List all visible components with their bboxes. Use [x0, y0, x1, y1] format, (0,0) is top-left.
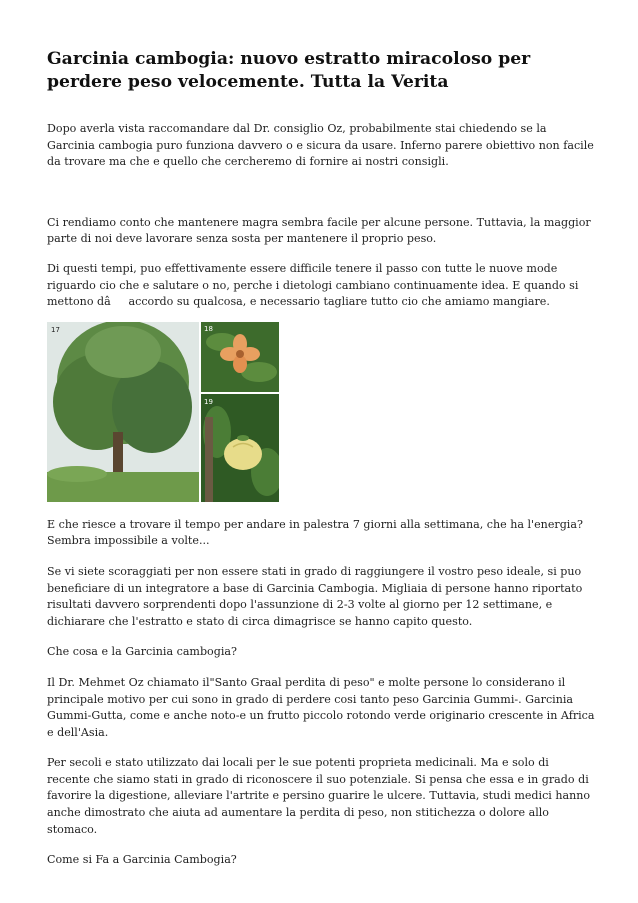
- paragraph-intro: Dopo averla vista raccomandare dal Dr. consiglio Oz, probabilmente stai chiedendo se la Garcinia cambogia puro funziona davvero o e sicura da usare. Inferno parere obiettivo non facile da trovare ma che e quello che cercheremo di fornire ai nostri consigli.: [47, 122, 594, 169]
- panel-label-top-right: 18: [204, 324, 213, 333]
- document-page: [47, 48, 595, 869]
- heading-how-to: Come si Fa a Garcinia Cambogia?: [47, 853, 237, 867]
- paragraph-supplement: Se vi siete scoraggiati per non essere stati in grado di raggiungere il vostro peso ideale, si puo beneficiare di un integratore a base di Garcinia Cambogia. Migliaia di persone hanno riportato risultati davvero sorprendenti dopo l'assunzione di 2-3 volte al giorno per 12 settimane, e dichiarare che l'estratto e stato di circa dimagrisce se hanno capito questo.: [47, 564, 583, 628]
- paragraph-dr-oz: Il Dr. Mehmet Oz chiamato il"Santo Graal perdita di peso" e molte persone lo considerano il principale motivo per cui sono in grado di perdere cosi tanto peso Garcinia Gummi-. Garcinia Gummi-Gutta, come e anche noto-e un frutto piccolo rotondo verde originario crescente in Africa e dell'Asia.: [47, 675, 595, 739]
- paragraph-medicinal: Per secoli e stato utilizzato dai locali per le sue potenti proprieta medicinali. Ma e solo di recente che siamo stati in grado di riconoscere il suo potenziale. Si pensa che essa e in grado di favorire la digestione, alleviare l'artrite e persino guarire le ulcere. Tuttavia, studi medici hanno anche dimostrato che aiuta ad aumentare la perdita di peso, non stitichezza o dolore allo stomaco.: [47, 756, 591, 836]
- paragraph-gym: E che riesce a trovare il tempo per andare in palestra 7 giorni alla settimana, che ha l'energia? Sembra impossibile a volte...: [47, 517, 583, 548]
- garcinia-photo-collage: [47, 322, 279, 502]
- page-title: Garcinia cambogia: nuovo estratto miracoloso per perdere peso velocemente. Tutta la Verita: [47, 49, 531, 92]
- paragraph-diet-trends: Di questi tempi, puo effettivamente essere difficile tenere il passo con tutte le nuove mode riguardo cio che e salutare o no, perche i dietologi cambiano continuamente idea. E quando si mettono dâaccordo su qualcosa, e necessario tagliare tutto cio che amiamo mangiare.: [47, 261, 579, 309]
- panel-label-left: 17: [51, 325, 60, 334]
- garcinia-figure: [47, 322, 279, 502]
- heading-what-is: Che cosa e la Garcinia cambogia?: [47, 645, 237, 659]
- paragraph-weight: Ci rendiamo conto che mantenere magra sembra facile per alcune persone. Tuttavia, la maggior parte di noi deve lavorare senza sosta per mantenere il proprio peso.: [47, 215, 591, 246]
- panel-label-bottom-right: 19: [204, 397, 213, 406]
